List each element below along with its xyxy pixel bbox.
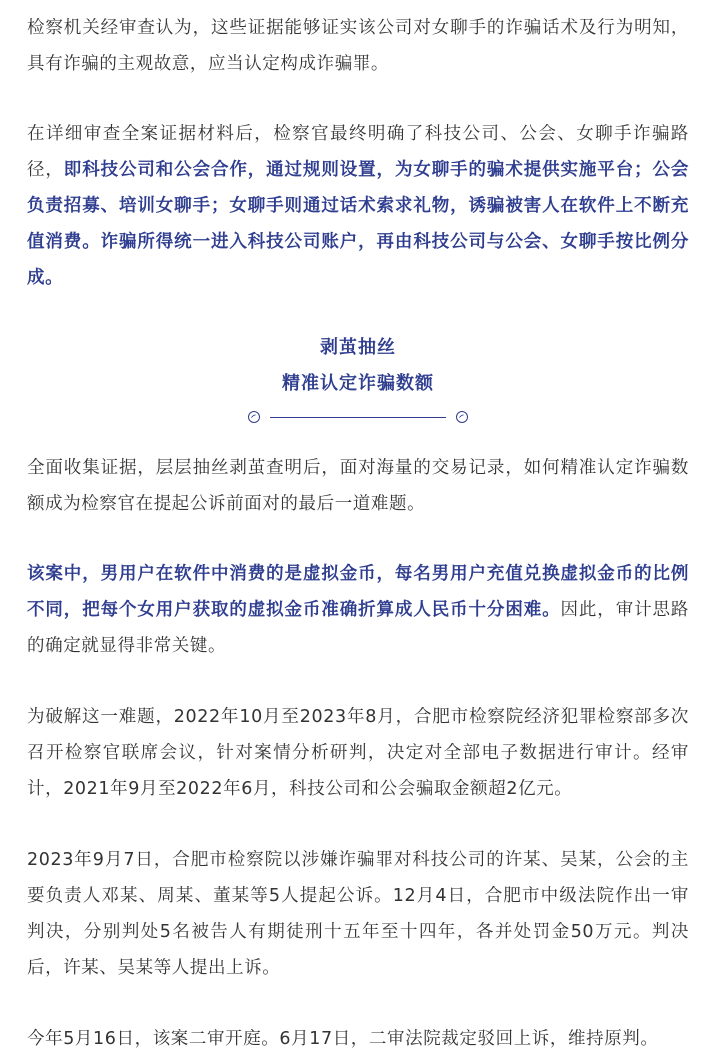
divider-left-ornament-icon [248,411,260,423]
paragraph-fraud-path [27,116,689,296]
paragraph-virtual-coins [27,556,689,664]
section-header [27,330,689,428]
paragraph-second-trial: 今年5月16日，该案二审开庭。6月17日，二审法院裁定驳回上诉，维持原判。 [27,1029,659,1049]
divider-right-ornament-icon [456,411,468,423]
section-title-line1: 剥茧抽丝 [320,337,396,358]
paragraph-virtual-coins-emphasis: 该案中，男用户在软件中消费的是虚拟金币，每名男用户充值兑换虚拟金币的比例不同，把每个女用户获取的虚拟金币准确折算成人民币十分困难。 [27,564,689,620]
divider-line [270,417,446,418]
paragraph-review-conclusion: 检察机关经审查认为，这些证据能够证实该公司对女聊手的诈骗话术及行为明知，具有诈骗的主观故意，应当认定构成诈骗罪。 [27,18,689,74]
paragraph-fraud-path-emphasis: 即科技公司和公会合作，通过规则设置，为女聊手的骗术提供实施平台；公会负责招募、培训女聊手；女聊手则通过话术索求礼物，诱骗被害人在软件上不断充值消费。诈骗所得统一进入科技公司账户，再由科技公司与公会、女聊手按比例分成。 [27,160,689,288]
paragraph-audit: 为破解这一难题，2022年10月至2023年8月，合肥市检察院经济犯罪检察部多次召开检察官联席会议，针对案情分析研判，决定对全部电子数据进行审计。经审计，2021年9月至2022年6月，科技公司和公会骗取金额超2亿元。 [27,707,689,799]
paragraph-amount-challenge: 全面收集证据，层层抽丝剥茧查明后，面对海量的交易记录，如何精准认定诈骗数额成为检察官在提起公诉前面对的最后一道难题。 [27,458,689,514]
section-title-line2: 精准认定诈骗数额 [282,373,434,394]
paragraph-virtual-coins-tail: 因此，审计思路的确定就显得非常关键。 [27,600,689,656]
paragraph-fraud-path-intro: 在详细审查全案证据材料后，检察官最终明确了科技公司、公会、女聊手诈骗路径， [27,124,689,180]
paragraph-prosecution: 2023年9月7日，合肥市检察院以涉嫌诈骗罪对科技公司的许某、吴某，公会的主要负责人邓某、周某、董某等5人提起公诉。12月4日，合肥市中级法院作出一审判决，分别判处5名被告人有期徒刑十五年至十四年，各并处罚金50万元。判决后，许某、吴某等人提出上诉。 [27,850,689,978]
section-divider [248,408,468,428]
article-body [27,10,689,1057]
